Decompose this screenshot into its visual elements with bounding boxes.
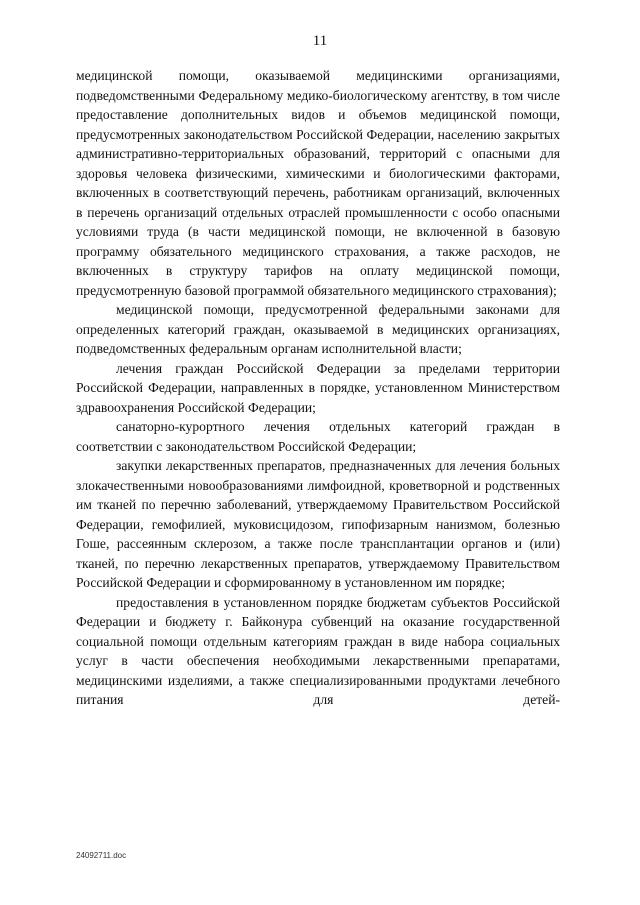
paragraph-6: предоставления в установленном порядке бюджетам субъектов Российской Федерации и бюджету г. Байконура субвенций на оказание государственной социальной помощи отдельным категориям граждан в виде набора социальных услуг в части обеспечения необходимыми лекарственными препаратами, медицинскими изделиями, а также специализированными продуктами лечебного питания для детей- (76, 594, 560, 707)
paragraph-2: медицинской помощи, предусмотренной федеральными законами для определенных категорий граждан, оказываемой в медицинских организациях, подведомственных федеральным органам исполнительной власти; (76, 302, 560, 356)
paragraph-1: медицинской помощи, оказываемой медицинскими организациями, подведомственными Федеральному медико-биологическому агентству, в том числе предоставление дополнительных видов и объемов медицинской помощи, предусмотренных законодательством Российской Федерации, населению закрытых административно-территориальных образований, территорий с опасными для здоровья человека физическими, химическими и биологическими факторами, включенных в соответствующий перечень, работникам организаций, включенных в перечень организаций отдельных отраслей промышленности с особо опасными условиями труда (в части медицинской помощи, не включенной в базовую программу обязательного медицинского страхования, а также расходов, не включенных в структуру тарифов на оплату медицинской помощи, предусмотренную базовой программой обязательного медицинского страхования); (76, 68, 560, 298)
paragraph-4: санаторно-курортного лечения отдельных категорий граждан в соответствии с законодательством Российской Федерации; (76, 419, 560, 454)
page-number: 11 (312, 33, 328, 49)
paragraph-3: лечения граждан Российской Федерации за пределами территории Российской Федерации, направленных в порядке, установленном Министерством здравоохранения Российской Федерации; (76, 360, 560, 415)
paragraph-5: закупки лекарственных препаратов, предназначенных для лечения больных злокачественными новообразованиями лимфоидной, кроветворной и родственных им тканей по перечню заболеваний, утверждаемому Правительством Российской Федерации, гемофилией, муковисцидозом, гипофизарным нанизмом, болезнью Гоше, рассеянным склерозом, а также после трансплантации органов и (или) тканей, по перечню лекарственных препаратов, утверждаемому Правительством Российской Федерации и сформированному в установленном им порядке; (76, 458, 560, 590)
document-body (76, 66, 560, 710)
footer-filename: 24092711.doc (76, 851, 127, 860)
